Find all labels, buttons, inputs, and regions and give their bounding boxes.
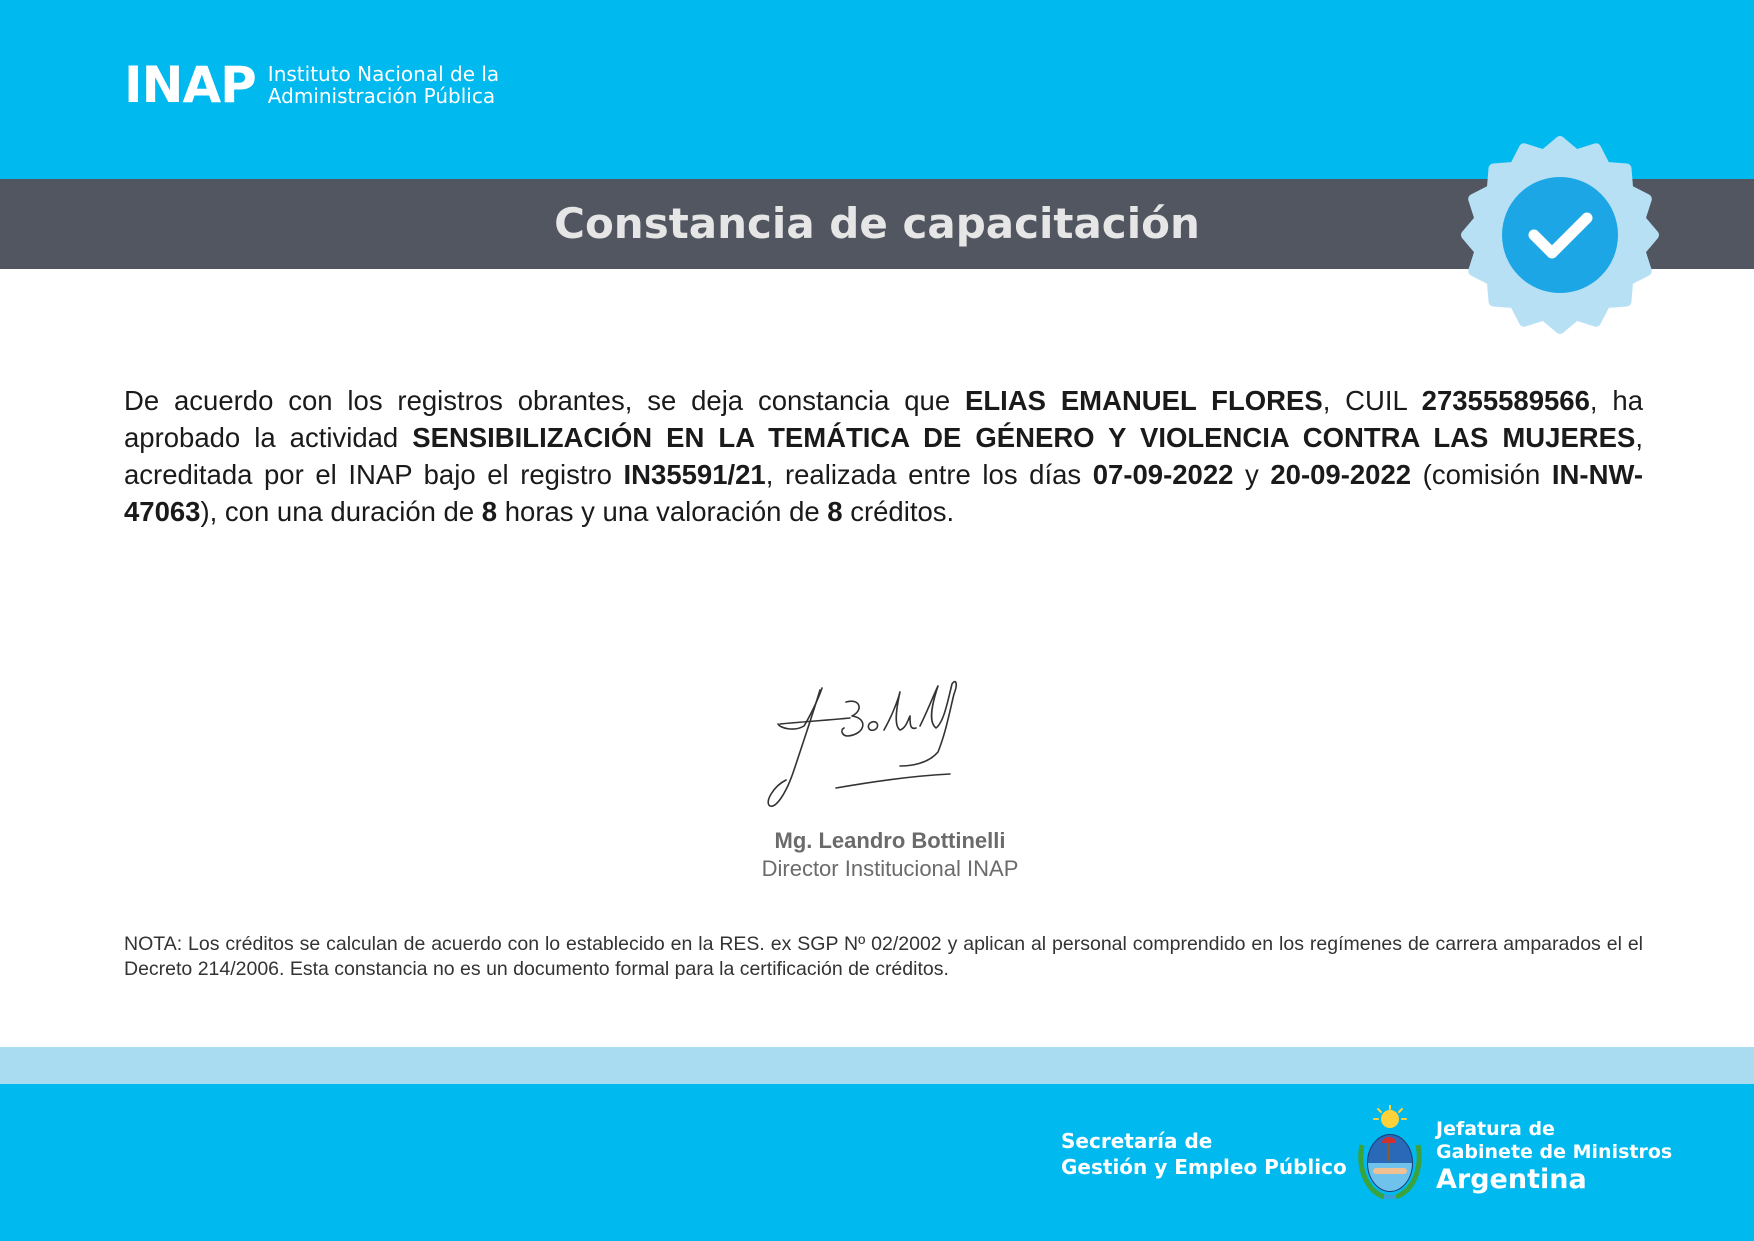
commission-code: IN-NW-47063 [124, 459, 1644, 527]
participant-name: ELIAS EMANUEL FLORES [965, 385, 1323, 416]
jefatura-line1: Jefatura de [1436, 1118, 1555, 1140]
secretaria-line2: Gestión y Empleo Público [1061, 1155, 1347, 1179]
logo-acronym: INAP [124, 56, 256, 114]
page-title: Constancia de capacitación [554, 199, 1200, 248]
jefatura-line2: Gabinete de Ministros [1436, 1141, 1673, 1163]
end-date: 20-09-2022 [1270, 459, 1412, 490]
footnote: NOTA: Los créditos se calculan de acuerdo con lo establecido en la RES. ex SGP Nº 02/2002 y aplican al personal comprendido en los regímenes de carrera amparados el el Decreto 214/2006. Esta constancia no es un documento formal para la certificación de créditos. [124, 933, 1643, 980]
logo-name [268, 63, 499, 107]
jefatura-logo [1436, 1118, 1672, 1196]
start-date: 07-09-2022 [1092, 459, 1234, 490]
secretaria-logo [1061, 1128, 1347, 1180]
secretaria-line1: Secretaría de [1061, 1129, 1213, 1153]
credits-value: 8 [827, 496, 843, 527]
cuil-number: 27355589566 [1421, 385, 1590, 416]
footer-light-band [0, 1047, 1754, 1084]
activity-name: SENSIBILIZACIÓN EN LA TEMÁTICA DE GÉNERO Y VIOLENCIA CONTRA LAS MUJERES [412, 422, 1636, 453]
signatory-name: Mg. Leandro Bottinelli [774, 828, 1006, 853]
inap-logo [124, 56, 500, 114]
jefatura-line3: Argentina [1436, 1164, 1587, 1195]
handwritten-signature [760, 670, 1020, 830]
logo-name-line2: Administración Pública [267, 84, 496, 108]
registry-code: IN35591/21 [623, 459, 766, 490]
logo-name-line1: Instituto Nacional de la [267, 62, 500, 86]
hours-value: 8 [481, 496, 498, 527]
certificate-body: De acuerdo con los registros obrantes, se deja constancia que ELIAS EMANUEL FLORES, CUIL 27355589566, ha aprobado la actividad SENSIBILIZACIÓN EN LA TEMÁTICA DE GÉNERO Y VIOLENCIA CONTRA LAS MUJERES, acreditada por el INAP bajo el registro IN35591/21, realizada entre los días 07-09-2022 y 20-09-2022 (comisión IN-NW-47063), con una duración de 8 horas y una valoración de 8 créditos. [124, 385, 1644, 527]
signatory-role: Director Institucional INAP [761, 856, 1019, 881]
check-badge-icon [1460, 135, 1660, 335]
argentina-coat-of-arms-icon [1354, 1105, 1426, 1205]
